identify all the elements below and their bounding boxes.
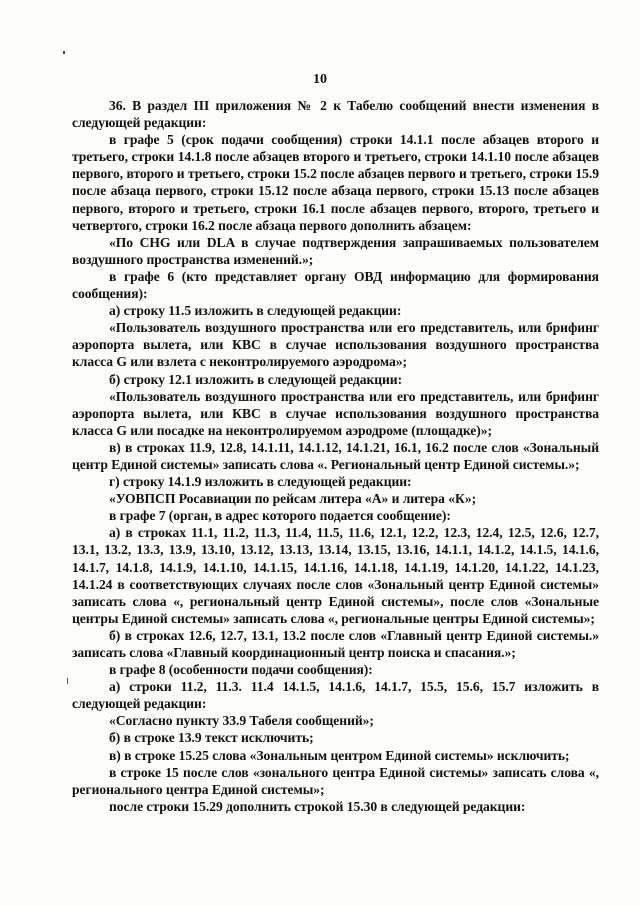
page-number: 10 [313,72,327,87]
paragraph-quote-11-5: «Пользователь воздушного пространства или его представитель, или брифинг аэропорта вылета, или КВС в случае использования воздушного пространства класса G или взлета с неконтролируемого аэродрома»; [72,320,599,370]
paragraph-item-g-14-1-9: г) строку 14.1.9 изложить в следующей редакции: [109,474,412,490]
paragraph-quote-33-9: «Согласно пункту 33.9 Табеля сообщений»; [109,713,374,729]
paragraph-column8-item-v: в) в строке 15.25 слова «Зональным центром Единой системы» исключить; [109,747,570,763]
paragraph-column7-item-b: б) в строках 12.6, 12.7, 13.1, 13.2 после слов «Главный центр Единой системы.» записать слова «Главный координационный центр поиска и спасания.»; [72,627,599,660]
paragraph-line-15: в строке 15 после слов «зонального центра Единой системы» записать слова «, регионального центра Единой системы»; [72,764,599,797]
paragraph-item-v-lines: в) в строках 11.9, 12.8, 14.1.11, 14.1.12, 14.1.21, 16.1, 16.2 после слов «Зональный центр Единой системы» записать слова «. Региональный центр Единой системы.»; [72,439,599,472]
scan-speck [67,678,68,684]
paragraph-item-a-11-5: а) строку 11.5 изложить в следующей редакции: [109,303,402,319]
paragraph-column8-item-a: а) строки 11.2, 11.3. 11.4 14.1.5, 14.1.6, 14.1.7, 15.5, 15.6, 15.7 изложить в следующей редакции: [72,679,599,712]
paragraph-quote-14-1-9: «УОВПСП Росавиации по рейсам литера «А» и литера «К»; [109,491,477,507]
paragraph-quote-chg-dla: «По CHG или DLA в случае подтверждения запрашиваемых пользователем воздушного пространства изменений.»; [72,234,599,267]
paragraph-quote-12-1: «Пользователь воздушного пространства или его представитель, или брифинг аэропорта вылета, или КВС в случае использования воздушного пространства класса G или посадке на неконтролируемом аэродроме (площадке)»; [72,388,599,438]
document-body [72,97,599,815]
paragraph-column8: в графе 8 (особенности подачи сообщения): [109,662,373,678]
paragraph-36-heading: 36. В раздел III приложения № 2 к Табелю сообщений внести изменения в следующей редакции: [72,98,599,131]
paragraph-column7-item-a: а) в строках 11.1, 11.2, 11.3, 11.4, 11.5, 11.6, 12.1, 12.2, 12.3, 12.4, 12.5, 12.6, 12.7, 13.1, 13.2, 13.3, 13.9, 13.10, 13.12, 13.13, 13.14, 13.15, 13.16, 14.1.1, 14.1.2, 14.1.5, 14.1.6, 14.1.7, 14.1.8, 14.1.9, 14.1.10, 14.1.15, 14.1.16, 14.1.18, 14.1.19, 14.1.20, 14.1.22, 14.1.23, 14.1.24 в соответствующих случаях после слов «Зональный центр Единой системы» записать слова «, региональный центр Единой системы», после слов «Зональные центры Единой системы» записать слова «, региональные центры Единой системы»; [72,525,599,626]
paragraph-column8-item-b: б) в строке 13.9 текст исключить; [109,730,314,746]
paragraph-column5: в графе 5 (срок подачи сообщения) строки 14.1.1 после абзацев второго и третьего, строки 14.1.8 после абзацев второго и третьего, строки 14.1.10 после абзацев первого, второго и третьего, строки 15.2 после абзацев первого и третьего, строки 15.9 после абзаца первого, строки 15.12 после абзаца первого, строки 15.13 после абзацев первого, второго и третьего, строки 16.1 после абзацев первого, второго, третьего и четвертого, строки 16.2 после абзаца первого дополнить абзацем: [72,132,599,233]
paragraph-column6: в графе 6 (кто представляет органу ОВД информацию для формирования сообщения): [72,268,599,302]
paragraph-line-15-30: после строки 15.29 дополнить строкой 15.30 в следующей редакции: [109,798,526,814]
scan-speck [63,51,65,54]
paragraph-column7: в графе 7 (орган, в адрес которого подается сообщение): [109,508,451,524]
paragraph-item-b-12-1: б) строку 12.1 изложить в следующей редакции: [109,371,403,387]
